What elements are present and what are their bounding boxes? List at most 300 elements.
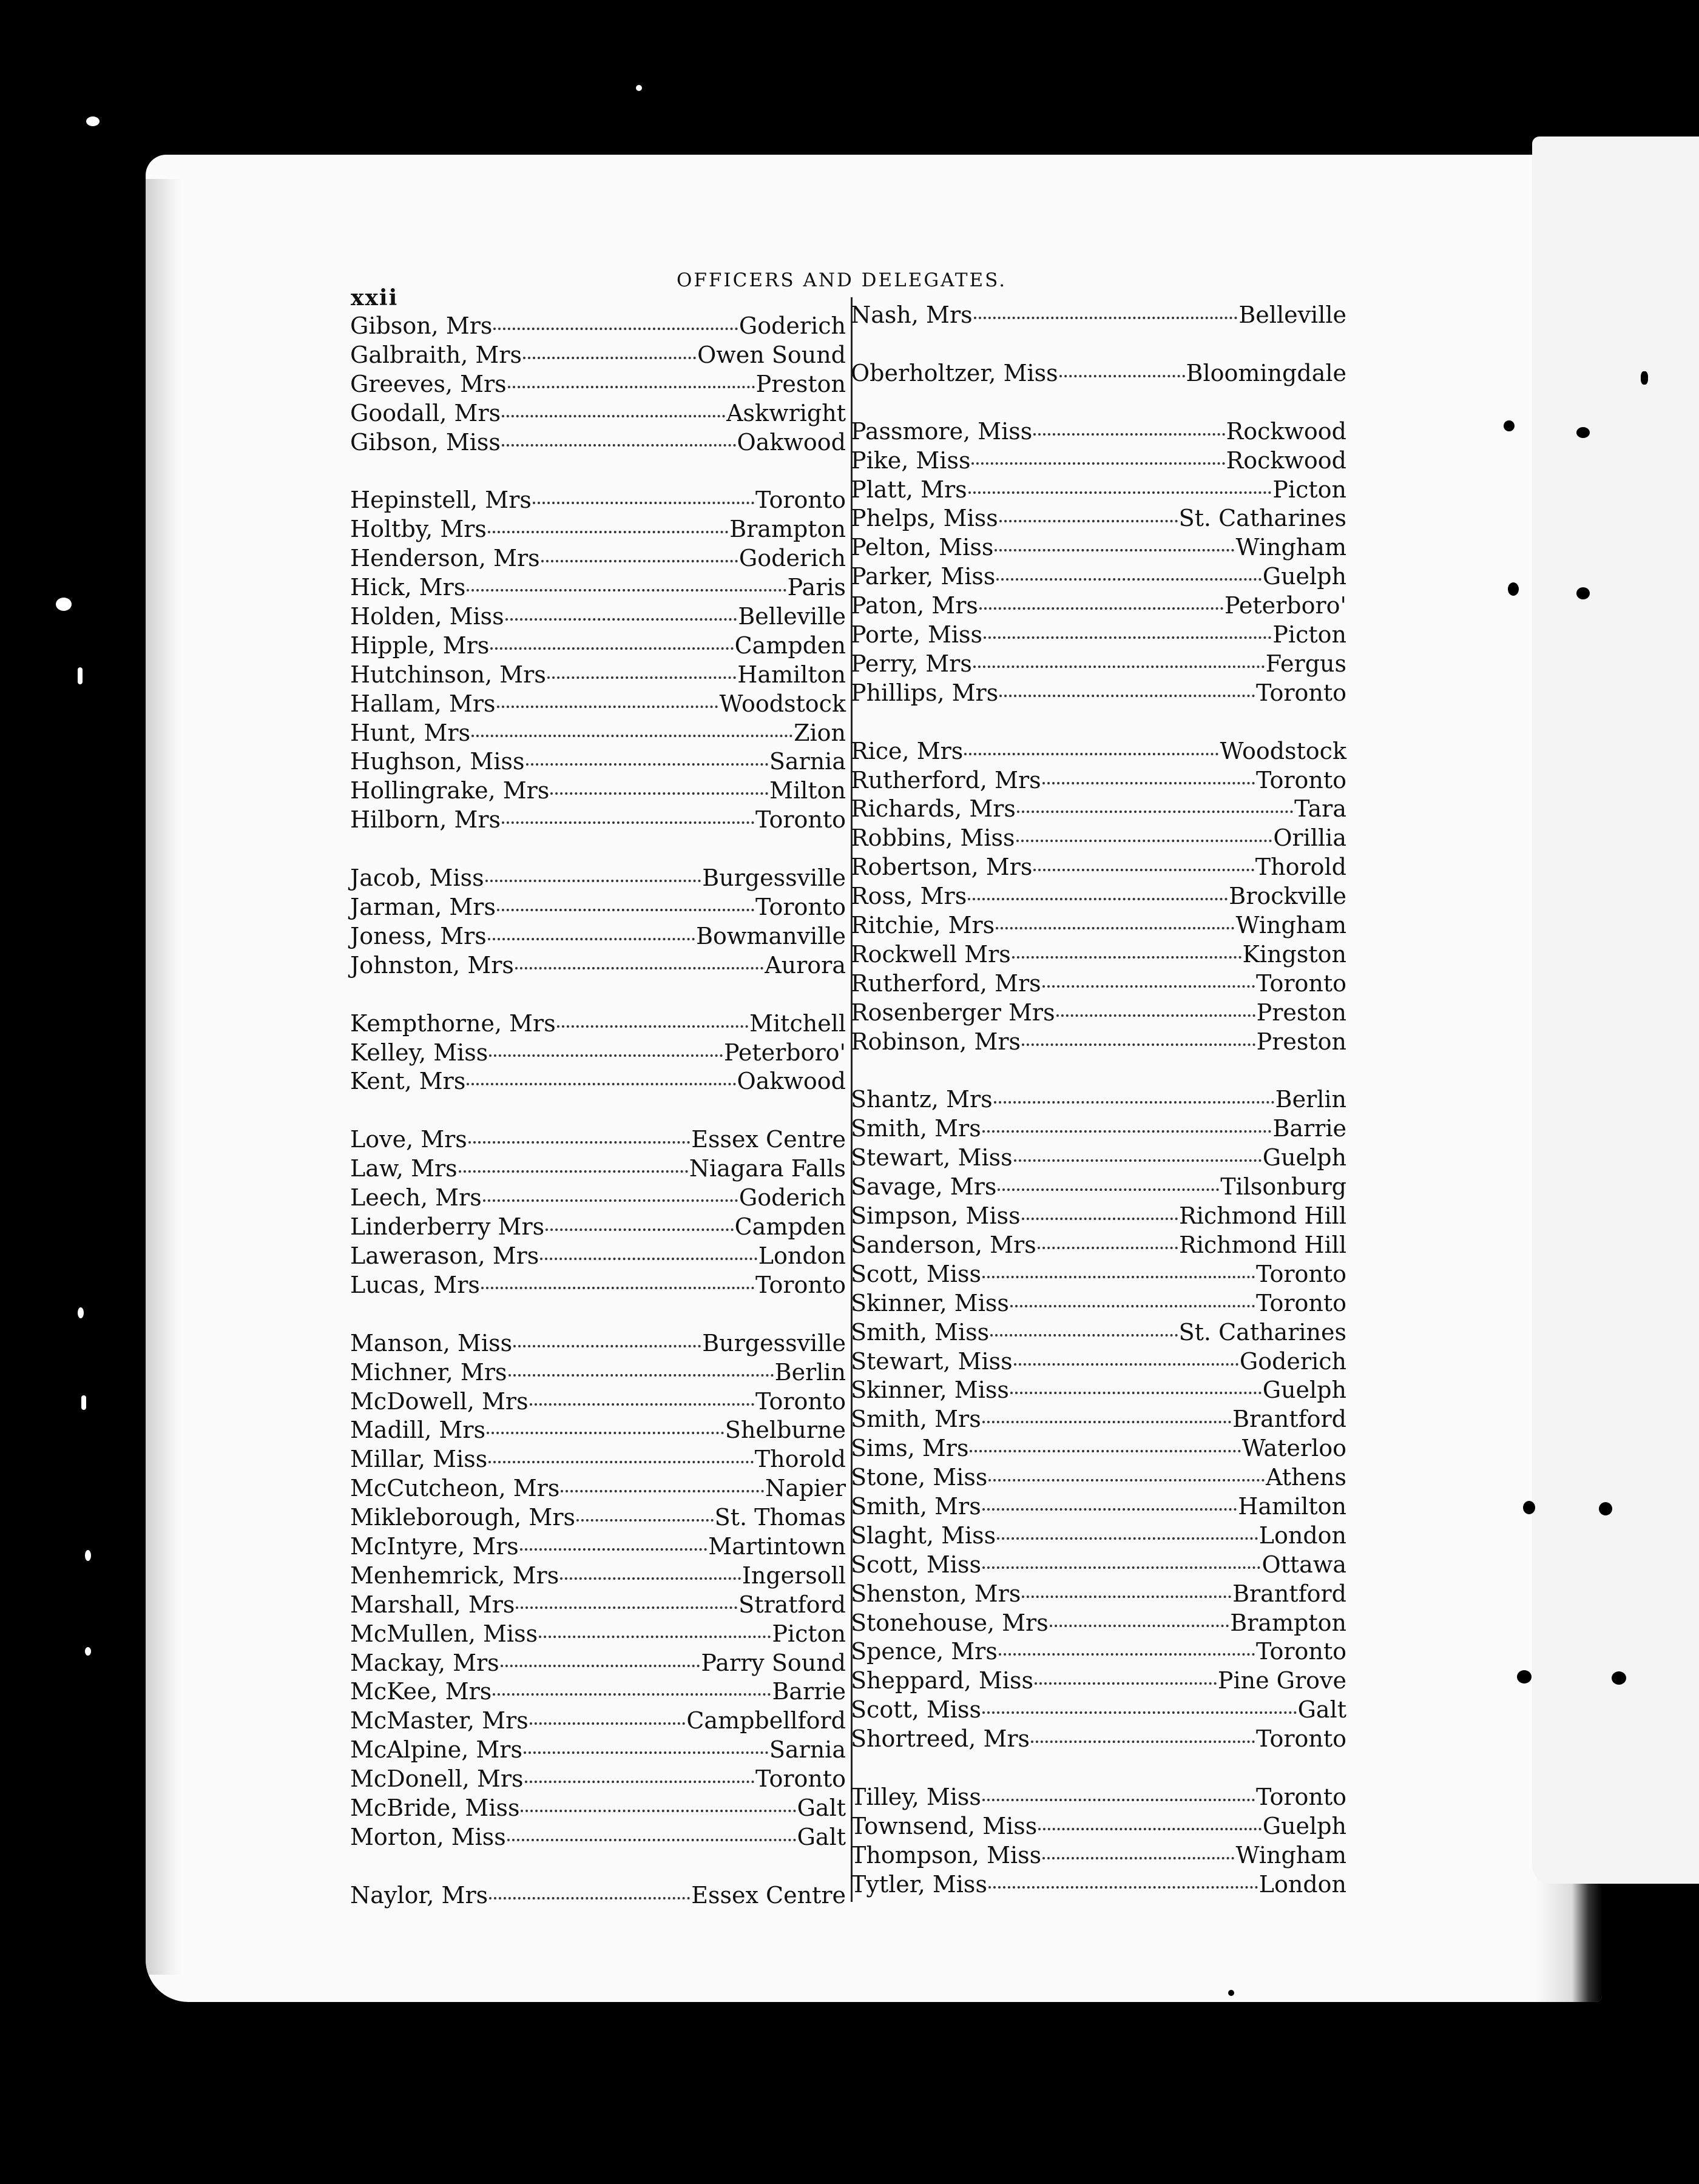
- delegate-entry: [350, 541, 846, 570]
- delegate-place: Hamilton: [737, 661, 846, 688]
- delegate-place: Fergus: [1265, 650, 1346, 677]
- delegate-place: Essex Centre: [691, 1881, 846, 1909]
- dot-leader: [513, 1322, 701, 1347]
- delegate-place: Oakwood: [737, 1068, 846, 1095]
- dot-leader: [1042, 962, 1255, 988]
- ink-blot: [1517, 1670, 1532, 1684]
- scan-speck: [85, 1550, 91, 1561]
- delegate-place: St. Thomas: [714, 1504, 846, 1531]
- dot-leader: [501, 1642, 700, 1667]
- delegate-name: Tytler, Miss: [851, 1870, 987, 1898]
- delegate-entry: [350, 1151, 846, 1180]
- delegate-name: Rice, Mrs: [851, 737, 964, 764]
- delegate-name: Hallam, Mrs: [350, 690, 496, 717]
- dot-leader: [533, 479, 754, 504]
- delegate-name: Lawerason, Mrs: [350, 1242, 539, 1269]
- delegate-place: Orillia: [1273, 824, 1346, 852]
- delegate-name: Kempthorne, Mrs: [350, 1009, 556, 1037]
- delegate-place: Toronto: [755, 1765, 846, 1793]
- delegate-name: Smith, Mrs: [851, 1406, 981, 1433]
- delegate-place: Wingham: [1235, 1841, 1346, 1869]
- ink-blot: [1228, 1990, 1234, 1996]
- dot-leader: [507, 1816, 796, 1841]
- delegate-entry: [350, 1674, 846, 1703]
- delegate-name: Johnston, Mrs: [350, 951, 514, 979]
- delegate-entry: [851, 530, 1346, 559]
- delegate-name: Smith, Mrs: [851, 1492, 981, 1520]
- delegate-name: Joness, Mrs: [350, 922, 487, 949]
- dot-leader: [995, 526, 1234, 551]
- delegate-entry: [350, 1878, 846, 1907]
- delegate-entry: [851, 1808, 1346, 1838]
- delegate-place: Tara: [1294, 795, 1346, 823]
- delegate-place: Hamilton: [1238, 1492, 1346, 1520]
- delegate-place: Parry Sound: [701, 1649, 846, 1676]
- delegate-entry: [851, 733, 1346, 763]
- dot-leader: [468, 1118, 690, 1144]
- delegate-name: Sims, Mrs: [851, 1435, 969, 1462]
- delegate-place: Barrie: [772, 1678, 846, 1705]
- delegate-name: Tilley, Miss: [851, 1783, 981, 1810]
- delegate-entry: [350, 744, 846, 773]
- dot-leader: [1017, 787, 1293, 813]
- delegate-entry: [350, 511, 846, 541]
- delegate-entry: [851, 995, 1346, 1024]
- delegate-entry: [350, 948, 846, 977]
- delegate-name: Hilborn, Mrs: [350, 806, 501, 834]
- dot-leader: [1033, 846, 1254, 871]
- delegate-name: Robbins, Miss: [851, 824, 1015, 852]
- delegate-entry: [851, 1431, 1346, 1460]
- delegate-entry: [350, 773, 846, 802]
- dot-leader: [546, 1205, 734, 1231]
- delegate-entry: [851, 1721, 1346, 1753]
- dot-leader: [497, 682, 718, 708]
- delegate-place: Ottawa: [1262, 1551, 1346, 1578]
- dot-leader: [489, 1874, 690, 1899]
- delegate-entry: [350, 1558, 846, 1587]
- delegate-name: McCutcheon, Mrs: [350, 1475, 560, 1502]
- dot-leader: [982, 1776, 1255, 1801]
- dot-leader: [982, 1485, 1237, 1511]
- delegate-place: Berlin: [774, 1358, 846, 1386]
- delegate-name: Hipple, Mrs: [350, 632, 490, 659]
- dot-leader: [1042, 1834, 1234, 1859]
- delegate-place: Goderich: [1239, 1347, 1346, 1375]
- delegate-name: Porte, Miss: [851, 621, 983, 649]
- delegate-name: Manson, Miss: [350, 1329, 513, 1357]
- delegate-name: Linderberry Mrs: [350, 1213, 545, 1241]
- scan-speck: [81, 1395, 86, 1410]
- delegate-place: Bowmanville: [696, 922, 846, 949]
- delegate-name: Hepinstell, Mrs: [350, 487, 532, 514]
- dot-leader: [1022, 1020, 1255, 1046]
- delegate-place: Toronto: [1256, 1289, 1346, 1316]
- delegate-entry: [851, 1082, 1346, 1111]
- delegate-place: Toronto: [755, 806, 846, 834]
- delegate-entry: [350, 1384, 846, 1413]
- delegate-place: Galt: [797, 1823, 846, 1850]
- delegate-name: Simpson, Miss: [851, 1202, 1021, 1230]
- delegate-name: Marshall, Mrs: [350, 1591, 515, 1618]
- delegate-name: Holden, Miss: [350, 603, 504, 630]
- dot-leader: [1014, 1136, 1262, 1162]
- dot-leader: [487, 1409, 724, 1434]
- dot-leader: [1059, 352, 1185, 377]
- dot-leader: [996, 555, 1261, 581]
- delegate-name: Greeves, Mrs: [350, 370, 507, 397]
- delegate-name: Hick, Mrs: [350, 574, 466, 601]
- dot-leader: [561, 1467, 764, 1492]
- delegate-name: Scott, Miss: [851, 1260, 981, 1287]
- delegate-place: Toronto: [1256, 766, 1346, 794]
- scan-speck: [636, 85, 642, 91]
- delegate-entry: [851, 1227, 1346, 1256]
- delegate-name: Spence, Mrs: [851, 1638, 998, 1665]
- dot-leader: [982, 1253, 1255, 1278]
- delegate-name: Ross, Mrs: [851, 883, 967, 910]
- dot-leader: [471, 712, 792, 737]
- delegate-name: Sheppard, Miss: [851, 1667, 1034, 1694]
- delegate-name: Rutherford, Mrs: [851, 766, 1041, 794]
- delegate-name: Thompson, Miss: [851, 1841, 1042, 1869]
- delegate-name: Shantz, Mrs: [851, 1086, 993, 1113]
- delegate-entry: [851, 763, 1346, 792]
- delegate-place: Campden: [734, 632, 846, 659]
- delegate-place: Galt: [1297, 1696, 1346, 1724]
- delegate-name: Stone, Miss: [851, 1464, 988, 1491]
- delegate-entry: [851, 559, 1346, 588]
- delegate-place: Burgessville: [702, 864, 846, 892]
- delegate-entry: [350, 1441, 846, 1471]
- delegate-entry: [851, 1576, 1346, 1605]
- delegate-place: Berlin: [1275, 1086, 1346, 1113]
- delegate-name: McBride, Miss: [350, 1794, 520, 1821]
- dot-leader: [493, 1670, 771, 1696]
- dot-leader: [508, 363, 755, 388]
- delegate-name: Phillips, Mrs: [851, 679, 999, 706]
- dot-leader: [483, 1176, 738, 1202]
- dot-leader: [1022, 1195, 1178, 1220]
- delegate-place: Athens: [1266, 1464, 1346, 1491]
- delegate-entry: [350, 1063, 846, 1093]
- delegate-place: Richmond Hill: [1179, 1231, 1346, 1258]
- delegate-place: Preston: [1256, 999, 1346, 1026]
- dot-leader: [485, 857, 701, 882]
- delegate-place: Toronto: [755, 487, 846, 514]
- delegate-name: McMaster, Mrs: [350, 1707, 529, 1734]
- delegate-place: Aurora: [765, 951, 846, 979]
- delegate-place: Woodstock: [719, 690, 846, 717]
- delegate-place: Peterboro': [724, 1039, 846, 1066]
- delegate-place: St. Catharines: [1178, 1318, 1346, 1346]
- delegate-entry: [350, 918, 846, 948]
- delegate-entry: [851, 1344, 1346, 1373]
- delegate-place: Goderich: [738, 1184, 846, 1212]
- delegate-name: Skinner, Miss: [851, 1377, 1009, 1404]
- delegate-place: Preston: [1256, 1028, 1346, 1055]
- delegate-entry: [350, 1790, 846, 1819]
- dot-leader: [999, 672, 1255, 697]
- dot-leader: [964, 730, 1218, 755]
- delegate-name: Hughson, Miss: [350, 748, 525, 775]
- delegate-place: Napier: [765, 1475, 846, 1502]
- delegate-list-left: [350, 308, 846, 1907]
- dot-leader: [982, 1398, 1231, 1423]
- dot-leader: [1050, 1602, 1229, 1627]
- delegate-place: Brantford: [1232, 1580, 1346, 1607]
- dot-leader: [560, 1554, 741, 1580]
- delegate-name: Law, Mrs: [350, 1155, 458, 1182]
- dot-leader: [524, 1728, 768, 1754]
- delegate-name: Sanderson, Mrs: [851, 1231, 1036, 1258]
- section-gap: [350, 1296, 846, 1326]
- delegate-name: Oberholtzer, Miss: [851, 359, 1058, 386]
- dot-leader: [550, 769, 768, 795]
- delegate-place: Sarnia: [769, 1736, 846, 1764]
- section-gap: [851, 385, 1346, 414]
- delegate-place: Owen Sound: [697, 341, 846, 368]
- delegate-name: Goodall, Mrs: [350, 399, 501, 426]
- dot-leader: [502, 798, 754, 824]
- dot-leader: [1042, 759, 1255, 784]
- delegate-name: McAlpine, Mrs: [350, 1736, 522, 1764]
- delegate-entry: [851, 966, 1346, 995]
- delegate-place: Peterboro': [1224, 592, 1346, 619]
- delegate-name: Hollingrake, Mrs: [350, 777, 550, 804]
- dot-leader: [994, 1078, 1274, 1104]
- delegate-name: Rockwell Mrs: [851, 940, 1011, 968]
- delegate-place: Zion: [794, 719, 846, 746]
- delegate-place: Thorold: [1255, 854, 1346, 881]
- delegate-place: Wingham: [1235, 534, 1346, 561]
- delegate-name: Kent, Mrs: [350, 1068, 466, 1095]
- dot-leader: [996, 904, 1234, 929]
- delegate-entry: [350, 860, 846, 892]
- delegate-place: Mitchell: [749, 1009, 846, 1037]
- delegate-place: Brockville: [1229, 883, 1346, 910]
- delegate-place: Rockwood: [1226, 447, 1346, 474]
- delegate-place: Brampton: [1230, 1609, 1346, 1636]
- delegate-name: McDowell, Mrs: [350, 1387, 529, 1415]
- dot-leader: [530, 1380, 754, 1406]
- delegate-entry: [350, 1529, 846, 1558]
- dot-leader: [1035, 1659, 1217, 1685]
- delegate-place: Bloomingdale: [1186, 359, 1346, 386]
- dot-leader: [493, 305, 737, 330]
- scan-speck: [78, 667, 83, 684]
- running-head: OFFICERS AND DELEGATES.: [677, 269, 1007, 291]
- delegate-name: Mikleborough, Mrs: [350, 1504, 575, 1531]
- delegate-place: Rockwood: [1226, 417, 1346, 445]
- delegate-place: Toronto: [1256, 1638, 1346, 1665]
- delegate-entry: [350, 715, 846, 744]
- dot-leader: [1022, 1572, 1231, 1598]
- delegate-entry: [851, 1663, 1346, 1692]
- delegate-place: Barrie: [1272, 1115, 1346, 1142]
- dot-leader: [502, 421, 736, 447]
- delegate-place: Preston: [755, 370, 846, 397]
- delegate-entry: [350, 570, 846, 599]
- ink-blot: [1599, 1502, 1612, 1515]
- delegate-place: Waterloo: [1241, 1435, 1346, 1462]
- delegate-place: Toronto: [755, 1387, 846, 1415]
- delegate-entry: [851, 820, 1346, 852]
- delegate-name: Nash, Mrs: [851, 302, 973, 328]
- delegate-entry: [851, 443, 1346, 472]
- dot-leader: [521, 1787, 795, 1812]
- delegate-name: Smith, Miss: [851, 1318, 990, 1346]
- delegate-name: Pike, Miss: [851, 447, 971, 474]
- delegate-name: Gibson, Mrs: [350, 312, 493, 339]
- delegate-entry: [350, 657, 846, 686]
- delegate-entry: [851, 472, 1346, 501]
- delegate-name: Phelps, Miss: [851, 505, 998, 532]
- dot-leader: [557, 1002, 748, 1028]
- delegate-name: McKee, Mrs: [350, 1678, 492, 1705]
- dot-leader: [1038, 1224, 1178, 1249]
- dot-leader: [497, 886, 754, 911]
- delegate-entry: [350, 337, 846, 366]
- delegate-entry: [350, 1180, 846, 1212]
- dot-leader: [467, 566, 786, 592]
- delegate-place: Toronto: [1256, 1260, 1346, 1287]
- delegate-name: Jacob, Miss: [350, 864, 484, 892]
- delegate-name: Holtby, Mrs: [350, 516, 487, 543]
- delegate-place: Milton: [769, 777, 846, 804]
- delegate-name: Menhemrick, Mrs: [350, 1562, 559, 1589]
- dot-leader: [982, 1543, 1261, 1569]
- scan-speck: [56, 598, 72, 611]
- delegate-name: Ritchie, Mrs: [851, 912, 995, 939]
- delegate-entry: [350, 1500, 846, 1529]
- dot-leader: [984, 613, 1271, 639]
- delegate-entry: [851, 1692, 1346, 1724]
- delegate-place: Guelph: [1262, 1144, 1346, 1171]
- delegate-name: Robertson, Mrs: [851, 854, 1033, 881]
- delegate-name: Leech, Mrs: [350, 1184, 482, 1212]
- delegate-place: Brantford: [1232, 1406, 1346, 1433]
- delegate-place: Campbellford: [686, 1707, 846, 1734]
- dot-leader: [998, 1165, 1219, 1191]
- dot-leader: [490, 624, 733, 650]
- delegate-place: Paris: [787, 574, 846, 601]
- delegate-name: Henderson, Mrs: [350, 545, 540, 572]
- dot-leader: [515, 944, 763, 969]
- delegate-name: Love, Mrs: [350, 1126, 467, 1153]
- delegate-entry: [851, 500, 1346, 530]
- page-edge: [146, 179, 182, 1975]
- dot-leader: [523, 334, 696, 359]
- delegate-name: Hutchinson, Mrs: [350, 661, 546, 688]
- delegate-entry: [350, 1645, 846, 1674]
- delegate-name: Scott, Miss: [851, 1551, 981, 1578]
- delegate-entry: [350, 1035, 846, 1064]
- delegate-entry: [851, 1140, 1346, 1169]
- delegate-name: Morton, Miss: [350, 1823, 506, 1850]
- dot-leader: [982, 1688, 1297, 1714]
- facing-page-edge: [1532, 136, 1699, 1884]
- section-gap: [350, 831, 846, 860]
- delegate-place: London: [758, 1242, 846, 1269]
- delegate-entry: [350, 1006, 846, 1035]
- delegate-place: Guelph: [1262, 1377, 1346, 1404]
- delegate-place: Galt: [797, 1794, 846, 1821]
- delegate-name: McDonell, Mrs: [350, 1765, 524, 1793]
- ink-blot: [1508, 582, 1519, 596]
- delegate-place: Guelph: [1262, 563, 1346, 590]
- dot-leader: [520, 1525, 707, 1551]
- dot-leader: [459, 1147, 688, 1173]
- delegate-place: Pine Grove: [1217, 1667, 1346, 1694]
- delegate-place: Stratford: [738, 1591, 846, 1618]
- dot-leader: [526, 740, 768, 766]
- ink-blot: [1641, 371, 1648, 385]
- dot-leader: [1033, 410, 1224, 436]
- dot-leader: [1031, 1717, 1255, 1743]
- section-gap: [350, 1093, 846, 1122]
- dot-leader: [488, 508, 728, 533]
- delegate-place: Toronto: [1256, 1783, 1346, 1810]
- delegate-place: Thorold: [754, 1446, 846, 1473]
- delegate-entry: [851, 937, 1346, 966]
- delegate-name: Lucas, Mrs: [350, 1271, 480, 1298]
- delegate-place: Shelburne: [725, 1417, 846, 1444]
- delegate-entry: [851, 849, 1346, 881]
- dot-leader: [1016, 817, 1272, 842]
- section-gap: [851, 704, 1346, 733]
- dot-leader: [982, 1107, 1272, 1133]
- scan-speck: [86, 116, 100, 126]
- dot-leader: [516, 1583, 737, 1609]
- delegate-entry: [350, 366, 846, 396]
- ink-blot: [1523, 1501, 1535, 1514]
- delegate-entry: [851, 297, 1346, 326]
- delegate-entry: [350, 425, 846, 454]
- delegate-name: Kelley, Miss: [350, 1039, 488, 1066]
- dot-leader: [576, 1496, 714, 1522]
- dot-leader: [973, 642, 1265, 668]
- dot-leader: [467, 1060, 735, 1085]
- delegate-name: Jarman, Mrs: [350, 894, 496, 921]
- dot-leader: [508, 1351, 774, 1377]
- delegate-entry: [851, 1198, 1346, 1230]
- delegate-entry: [350, 1122, 846, 1151]
- dot-leader: [990, 1311, 1177, 1336]
- delegate-name: Shortreed, Mrs: [851, 1725, 1030, 1753]
- delegate-entry: [350, 482, 846, 514]
- delegate-entry: [851, 1111, 1346, 1140]
- delegate-entry: [350, 396, 846, 425]
- delegate-place: Essex Centre: [691, 1126, 846, 1153]
- delegate-place: Richmond Hill: [1179, 1202, 1346, 1230]
- delegate-entry: [851, 1286, 1346, 1315]
- delegate-name: Richards, Mrs: [851, 795, 1016, 823]
- delegate-entry: [851, 791, 1346, 823]
- dot-leader: [489, 1031, 723, 1057]
- delegate-name: Hunt, Mrs: [350, 719, 471, 746]
- delegate-entry: [851, 1315, 1346, 1344]
- dot-leader: [968, 468, 1272, 494]
- delegate-entry: [851, 1867, 1346, 1896]
- delegate-name: Smith, Mrs: [851, 1115, 981, 1142]
- delegate-entry: [851, 1169, 1346, 1201]
- delegate-entry: [851, 1401, 1346, 1431]
- section-gap: [851, 1053, 1346, 1082]
- delegate-place: Niagara Falls: [689, 1155, 846, 1182]
- delegate-place: Woodstock: [1220, 737, 1346, 764]
- ink-blot: [1576, 587, 1590, 599]
